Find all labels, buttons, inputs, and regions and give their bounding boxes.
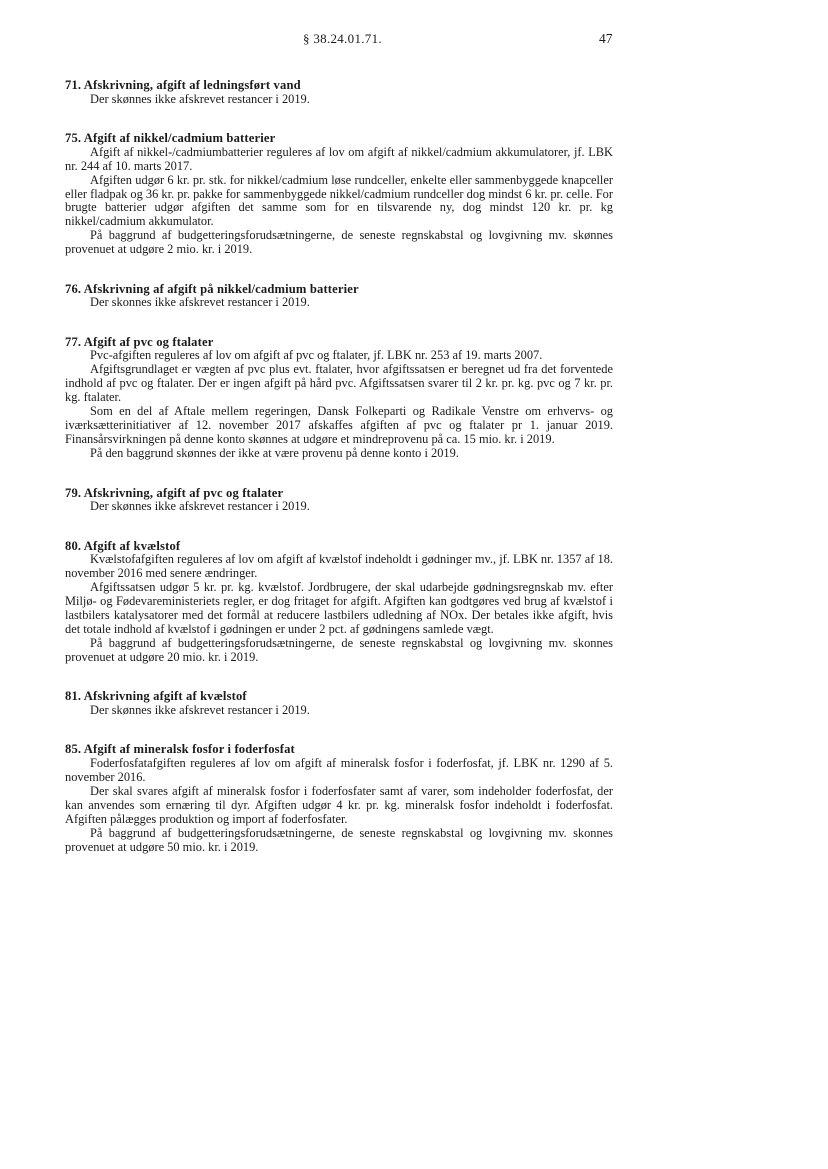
section-71 (65, 78, 613, 107)
paragraph: På baggrund af budgetteringsforudsætningerne, de seneste regnskabstal og lovgivning mv. skonnes provenuet at udgøre 20 mio. kr. i 2019. (65, 635, 613, 664)
page-header (0, 31, 828, 49)
paragraph: Afgiftsgrundlaget er vægten af pvc plus evt. ftalater, hvor afgiftssatsen er beregnet ud fra det forventede indhold af pvc og ftalater. Der er ingen afgift på hård pvc. Afgiftssatsen svarer til 2 kr. pr. kg. pvc og 7 kr. pr. kg. ftalater. (65, 362, 613, 405)
section-reference: § 38.24.01.71. (303, 31, 382, 46)
section-title: 77. Afgift af pvc og ftalater (65, 334, 214, 349)
section-81 (65, 689, 613, 718)
section-title: 76. Afskrivning af afgift på nikkel/cadmium batterier (65, 281, 359, 296)
section-title: 80. Afgift af kvælstof (65, 538, 181, 553)
section-79 (65, 486, 613, 515)
section-title: 79. Afskrivning, afgift af pvc og ftalater (65, 485, 284, 500)
paragraph: Foderfosfatafgiften reguleres af lov om afgift af mineralsk fosfor i foderfosfat, jf. LBK nr. 1290 af 5. november 2016. (65, 755, 613, 784)
paragraph: Der skønnes ikke afskrevet restancer i 2019. (90, 702, 310, 717)
section-title: 81. Afskrivning afgift af kvælstof (65, 689, 247, 704)
section-80 (65, 539, 613, 665)
section-77 (65, 335, 613, 461)
section-title: 75. Afgift af nikkel/cadmium batterier (65, 131, 276, 146)
paragraph: Der skal svares afgift af mineralsk fosfor i foderfosfater samt af varer, som indeholder foderfosfat, der kan anvendes som ernæring til dyr. Afgiften udgør 4 kr. pr. kg. mineralsk fosfor indeholdt i foderfosfat. Afgiften pålægges produktion og import af foderfosfater. (65, 783, 613, 826)
paragraph: På baggrund af budgetteringsforudsætningerne, de seneste regnskabstal og lovgivning mv. skønnes provenuet at udgøre 2 mio. kr. i 2019. (65, 228, 613, 257)
section-title: 85. Afgift af mineralsk fosfor i foderfosfat (65, 742, 295, 757)
paragraph: Der skønnes ikke afskrevet restancer i 2019. (90, 499, 310, 514)
section-75 (65, 131, 613, 257)
paragraph: På baggrund af budgetteringsforudsætningerne, de seneste regnskabstal og lovgivning mv. skonnes provenuet at udgøre 50 mio. kr. i 2019. (65, 825, 613, 854)
paragraph: Afgift af nikkel-/cadmiumbatterier reguleres af lov om afgift af nikkel/cadmium akkumulatorer, jf. LBK nr. 244 af 10. marts 2017. (65, 144, 613, 173)
paragraph: Afgiften udgør 6 kr. pr. stk. for nikkel/cadmium løse rundceller, enkelte eller sammenbyggede knapceller eller fladpak og 36 kr. pr. pakke for sammenbyggede nikkel/cadmium rundceller dog mindst 6 kr. pr. celle. For brugte batterier udgør afgiften det samme som for en tilsvarende ny, dog mindst 120 kr. pr. kg nikkel/cadmium akkumulator. (65, 172, 613, 229)
paragraph: Pvc-afgiften reguleres af lov om afgift af pvc og ftalater, jf. LBK nr. 253 af 19. marts 2007. (90, 348, 543, 363)
paragraph: Der skonnes ikke afskrevet restancer i 2019. (90, 295, 310, 310)
paragraph: Kvælstofafgiften reguleres af lov om afgift af kvælstof indeholdt i gødninger mv., jf. LBK nr. 1357 af 18. november 2016 med senere ændringer. (65, 552, 613, 581)
section-85 (65, 742, 613, 854)
document-body (65, 78, 613, 879)
section-76 (65, 282, 613, 311)
paragraph: Som en del af Aftale mellem regeringen, Dansk Folkeparti og Radikale Venstre om erhvervs- og iværksætterinitiativer af 12. november 2017 afskaffes afgiften af pvc og ftalater pr 1. januar 2019. Finansårsvirkningen på denne konto skønnes at udgøre et mindreprovenu på ca. 15 mio. kr. i 2019. (65, 404, 613, 447)
section-title: 71. Afskrivning, afgift af ledningsført vand (65, 78, 301, 92)
page-number: 47 (599, 31, 613, 46)
paragraph: På den baggrund skønnes der ikke at være provenu på denne konto i 2019. (90, 446, 459, 461)
paragraph: Der skønnes ikke afskrevet restancer i 2019. (90, 91, 310, 106)
paragraph: Afgiftssatsen udgør 5 kr. pr. kg. kvælstof. Jordbrugere, der skal udarbejde gødningsregnskab mv. efter Miljø- og Fødevareministeriets regler, er dog fritaget for afgift. Afgiften kan godtgøres ved brug af kvælstof i lastbilers katalysatorer med det formål at reducere lastbilers udledning af NOx. Der betales ikke afgift, hvis det totale indhold af kvælstof i gødningen er under 2 pct. af gødningens samlede vægt. (65, 580, 613, 636)
